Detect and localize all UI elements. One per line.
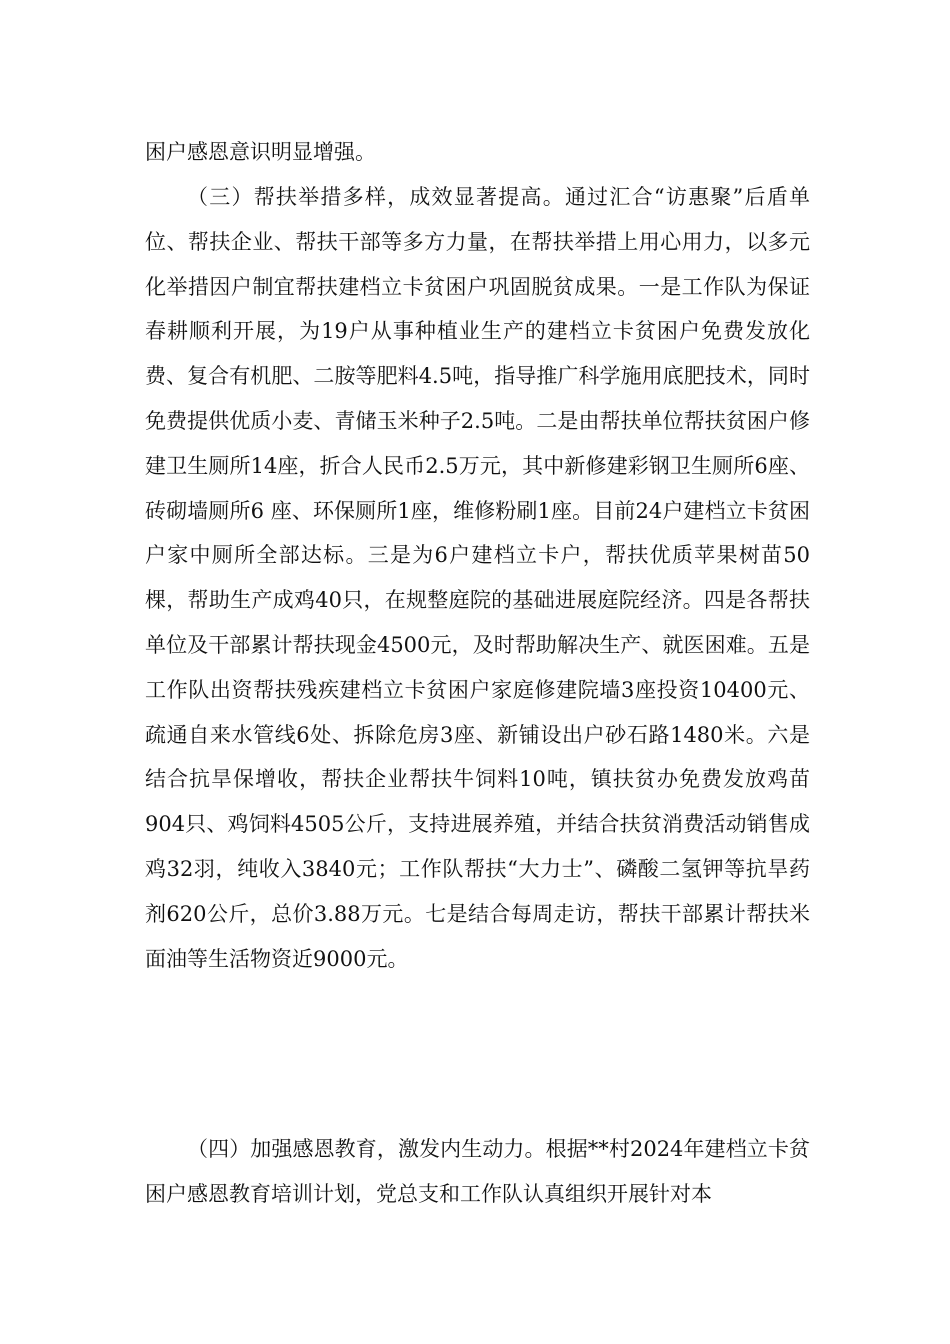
paragraph-text: 困户感恩意识明显增强。 xyxy=(145,140,376,164)
continued-paragraph xyxy=(145,130,810,175)
section-4-paragraph xyxy=(145,1127,810,1217)
paragraph-text: （三）帮扶举措多样，成效显著提高。通过汇合“访惠聚”后盾单位、帮扶企业、帮扶干部等多方力量，在帮扶举措上用心用力，以多元化举措因户制宜帮扶建档立卡贫困户巩固脱贫成果。一是工作队为保证春耕顺利开展，为19户从事种植业生产的建档立卡贫困户免费发放化费、复合有机肥、二胺等肥料4.5吨，指导推广科学施用底肥技术，同时免费提供优质小麦、青储玉米种子2.5吨。二是由帮扶单位帮扶贫困户修建卫生厕所14座，折合人民币2.5万元，其中新修建彩钢卫生厕所6座、砖砌墙厕所6 座、环保厕所1座，维修粉刷1座。目前24户建档立卡贫困户家中厕所全部达标。三是为6户建档立卡户，帮扶优质苹果树苗50棵，帮助生产成鸡40只，在规整庭院的基础进展庭院经济。四是各帮扶单位及干部累计帮扶现金4500元，及时帮助解决生产、就医困难。五是工作队出资帮扶残疾建档立卡贫困户家庭修建院墙3座投资10400元、疏通自来水管线6处、拆除危房3座、新铺设出户砂石路1480米。六是结合抗旱保增收，帮扶企业帮扶牛饲料10吨，镇扶贫办免费发放鸡苗904只、鸡饲料4505公斤，支持进展养殖，并结合扶贫消费活动销售成鸡32羽，纯收入3840元；工作队帮扶“大力士”、磷酸二氢钾等抗旱药剂620公斤，总价3.88万元。七是结合每周走访，帮扶干部累计帮扶米面油等生活物资近9000元。 xyxy=(145,185,810,971)
section-3-paragraph xyxy=(145,175,810,981)
paragraph-text: （四）加强感恩教育，激发内生动力。根据**村2024年建档立卡贫困户感恩教育培训计划，党总支和工作队认真组织开展针对本 xyxy=(145,1137,810,1206)
